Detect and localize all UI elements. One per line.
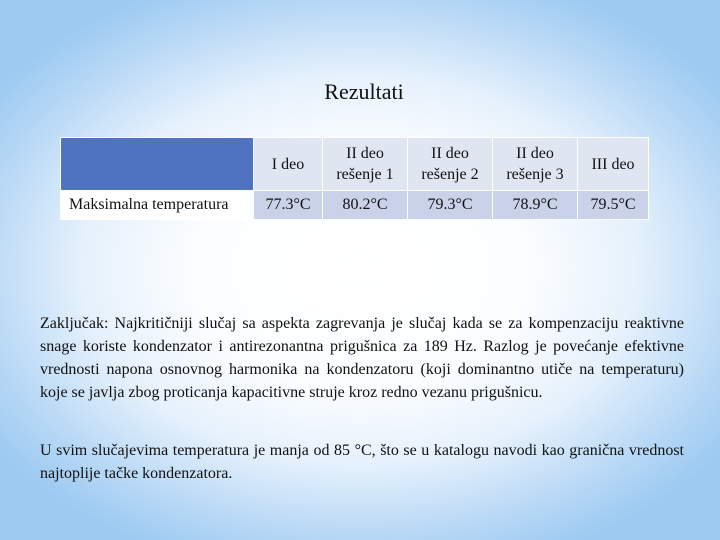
header-cell-ii-deo-resenje-3 [493,138,578,191]
header-line: II deo [346,145,384,162]
slide-title: Rezultati [324,79,404,104]
header-line: rešenje 3 [506,166,564,183]
summary-paragraph: U svim slučajevima temperatura je manja od 85 °C, što se u katalogu navodi kao granična vrednost najtoplije tačke kondenzatora. [40,442,684,482]
row-label: Maksimalna temperatura [61,191,254,220]
header-cell-ii-deo-resenje-1 [323,138,408,191]
header-line: I deo [271,155,305,173]
table-row [61,191,649,220]
header-cell-ii-deo-resenje-2 [408,138,493,191]
header-line: rešenje 2 [421,166,479,183]
conclusion-paragraph: Zaključak: Najkritičniji slučaj sa aspekta zagrevanja je slučaj kada se za kompenzaciju reaktivne snage koriste kondenzator i antirezonantna prigušnica za 189 Hz. Razlog je povećanje efektivne vrednosti napona osnovnog harmonika na kondenzatoru (koji dominantno utiče na temperaturu) koje se javlja zbog proticanja kapacitivne struje kroz redno vezanu prigušnicu. [40,315,684,401]
value-cell: 79.3°C [408,191,493,220]
header-line: II deo [516,145,554,162]
value-cell: 78.9°C [493,191,578,220]
header-cell-iii-deo [578,138,649,191]
value-cell: 77.3°C [254,191,323,220]
table-header-row [61,138,649,191]
header-line: rešenje 1 [336,166,394,183]
value-cell: 80.2°C [323,191,408,220]
results-table [60,137,649,220]
header-cell-i-deo [254,138,323,191]
header-line: II deo [431,145,469,162]
table-corner-cell [61,138,254,191]
value-cell: 79.5°C [578,191,649,220]
header-line: III deo [591,155,635,173]
